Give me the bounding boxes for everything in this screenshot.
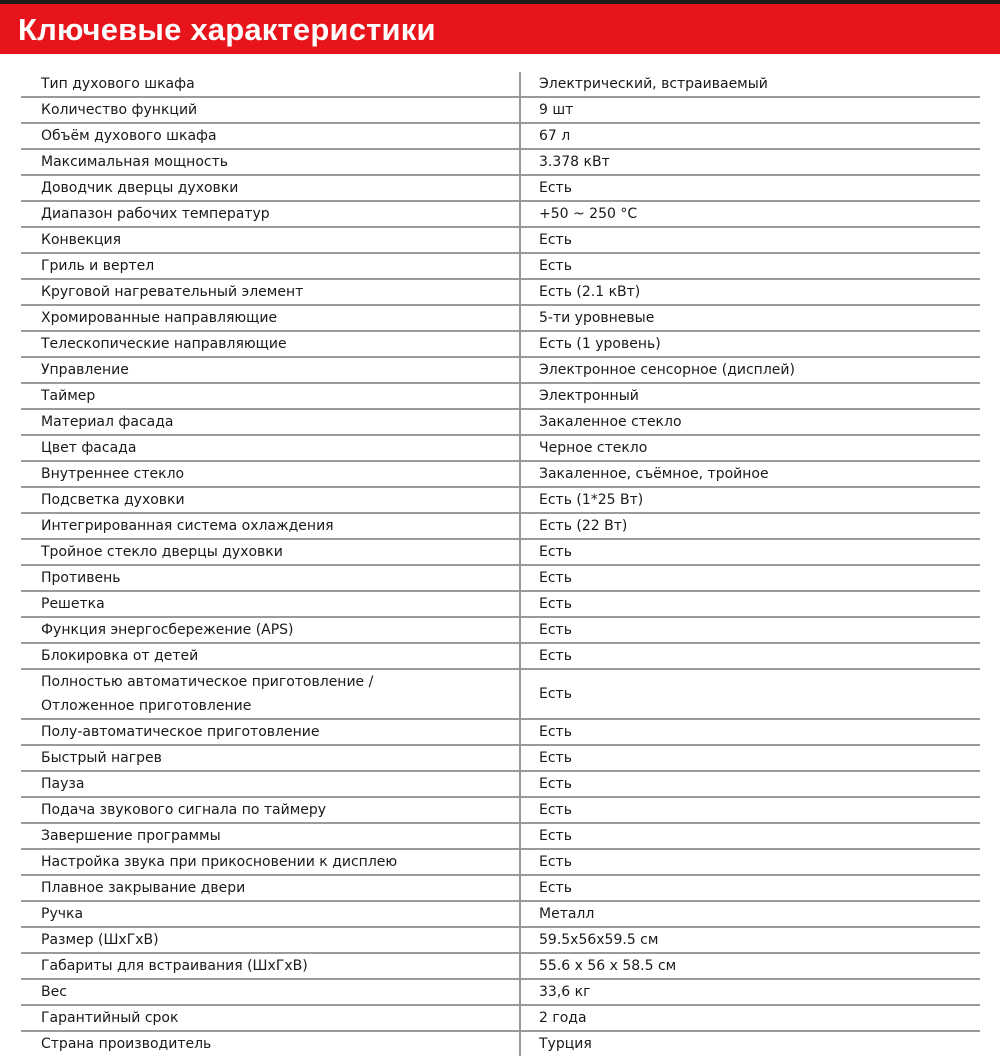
spec-label-cell	[21, 539, 520, 565]
spec-value: 5-ти уровневые	[520, 305, 980, 331]
spec-value: Есть	[520, 797, 980, 823]
spec-row	[21, 331, 980, 357]
spec-label-cell	[21, 771, 520, 797]
spec-label-cell	[21, 643, 520, 669]
spec-value: Есть	[520, 823, 980, 849]
spec-label: Тройное стекло дверцы духовки	[41, 544, 283, 560]
spec-row	[21, 797, 980, 823]
spec-value: Есть	[520, 719, 980, 745]
spec-label: Цвет фасада	[41, 440, 137, 456]
spec-label-cell	[21, 331, 520, 357]
spec-label-cell	[21, 175, 520, 201]
spec-value: Есть	[520, 875, 980, 901]
spec-label: Решетка	[41, 596, 105, 612]
spec-row	[21, 305, 980, 331]
spec-row	[21, 719, 980, 745]
spec-value: 55.6 x 56 x 58.5 см	[520, 953, 980, 979]
spec-label: Функция энергосбережение (APS)	[41, 622, 294, 638]
spec-label-cell	[21, 357, 520, 383]
spec-label-cell	[21, 435, 520, 461]
page-title: Ключевые характеристики	[18, 12, 436, 47]
spec-label-cell	[21, 383, 520, 409]
spec-label-cell	[21, 719, 520, 745]
spec-label-cell	[21, 279, 520, 305]
spec-row	[21, 409, 980, 435]
spec-label: Объём духового шкафа	[41, 128, 217, 144]
spec-label: Тип духового шкафа	[41, 76, 195, 92]
spec-label-cell	[21, 797, 520, 823]
spec-value: Есть	[520, 669, 980, 719]
spec-row	[21, 875, 980, 901]
spec-label: Пауза	[41, 776, 85, 792]
spec-label-cell	[21, 849, 520, 875]
spec-row	[21, 357, 980, 383]
spec-label: Максимальная мощность	[41, 154, 228, 170]
spec-label: Управление	[41, 362, 129, 378]
spec-row	[21, 823, 980, 849]
spec-label: Полу-автоматическое приготовление	[41, 724, 320, 740]
spec-row	[21, 279, 980, 305]
spec-label-cell	[21, 591, 520, 617]
spec-label-cell	[21, 565, 520, 591]
spec-value: Есть (1 уровень)	[520, 331, 980, 357]
spec-label-cell	[21, 745, 520, 771]
spec-row	[21, 771, 980, 797]
spec-label: Плавное закрывание двери	[41, 880, 246, 896]
spec-row	[21, 849, 980, 875]
spec-row	[21, 72, 980, 97]
spec-label: Полностью автоматическое приготовление /	[41, 674, 374, 690]
spec-value: +50 ~ 250 °C	[520, 201, 980, 227]
spec-row	[21, 539, 980, 565]
specs-table	[21, 72, 980, 1056]
spec-label-cell	[21, 72, 520, 97]
spec-row	[21, 953, 980, 979]
spec-row	[21, 487, 980, 513]
spec-label: Интегрированная система охлаждения	[41, 518, 334, 534]
spec-value: 2 года	[520, 1005, 980, 1031]
spec-value: 9 шт	[520, 97, 980, 123]
spec-label: Вес	[41, 984, 67, 1000]
spec-label: Размер (ШхГхВ)	[41, 932, 159, 948]
spec-row	[21, 123, 980, 149]
spec-label: Количество функций	[41, 102, 198, 118]
spec-value: Есть	[520, 643, 980, 669]
spec-label-cell	[21, 1005, 520, 1031]
spec-row	[21, 643, 980, 669]
spec-row	[21, 227, 980, 253]
spec-value: Есть	[520, 617, 980, 643]
spec-label-cell	[21, 823, 520, 849]
section-header	[0, 4, 1000, 54]
spec-label-cell	[21, 461, 520, 487]
spec-label: Гарантийный срок	[41, 1010, 179, 1026]
spec-value: Есть	[520, 745, 980, 771]
spec-label: Габариты для встраивания (ШхГхВ)	[41, 958, 308, 974]
spec-row	[21, 1005, 980, 1031]
spec-value: Есть	[520, 565, 980, 591]
spec-value: Черное стекло	[520, 435, 980, 461]
spec-label: Хромированные направляющие	[41, 310, 278, 326]
spec-row	[21, 461, 980, 487]
spec-row	[21, 1031, 980, 1056]
spec-label: Подача звукового сигнала по таймеру	[41, 802, 327, 818]
spec-label: Противень	[41, 570, 121, 586]
spec-label-cell	[21, 305, 520, 331]
spec-label: Диапазон рабочих температур	[41, 206, 270, 222]
spec-row	[21, 927, 980, 953]
spec-label-cell	[21, 927, 520, 953]
spec-row	[21, 435, 980, 461]
spec-label: Доводчик дверцы духовки	[41, 180, 239, 196]
specs-table-body	[21, 72, 980, 1056]
spec-row	[21, 149, 980, 175]
spec-label-cell	[21, 97, 520, 123]
spec-value: Есть (1*25 Вт)	[520, 487, 980, 513]
spec-label-cell	[21, 617, 520, 643]
spec-label-cell	[21, 513, 520, 539]
spec-label: Внутреннее стекло	[41, 466, 185, 482]
spec-value: Турция	[520, 1031, 980, 1056]
spec-value: Есть	[520, 771, 980, 797]
spec-row	[21, 175, 980, 201]
spec-label: Завершение программы	[41, 828, 221, 844]
spec-row	[21, 669, 980, 719]
spec-value: Есть	[520, 227, 980, 253]
spec-value: Есть	[520, 253, 980, 279]
spec-row	[21, 383, 980, 409]
spec-label-cell	[21, 149, 520, 175]
spec-label: Телескопические направляющие	[41, 336, 287, 352]
spec-row	[21, 513, 980, 539]
spec-label-cell	[21, 953, 520, 979]
spec-value: Электронный	[520, 383, 980, 409]
spec-value: Закаленное стекло	[520, 409, 980, 435]
spec-value: Есть	[520, 849, 980, 875]
spec-label-cell	[21, 669, 520, 719]
spec-label-cell	[21, 123, 520, 149]
spec-label-cell	[21, 409, 520, 435]
spec-value: 3.378 кВт	[520, 149, 980, 175]
spec-label-cell	[21, 901, 520, 927]
spec-value: Закаленное, съёмное, тройное	[520, 461, 980, 487]
spec-label-cell	[21, 253, 520, 279]
spec-label-cell	[21, 487, 520, 513]
spec-value: Электрический, встраиваемый	[520, 72, 980, 97]
spec-row	[21, 565, 980, 591]
spec-value: 33,6 кг	[520, 979, 980, 1005]
spec-label: Подсветка духовки	[41, 492, 185, 508]
spec-value: Металл	[520, 901, 980, 927]
spec-label: Ручка	[41, 906, 84, 922]
spec-row	[21, 617, 980, 643]
spec-row	[21, 745, 980, 771]
spec-row	[21, 591, 980, 617]
spec-value: Есть	[520, 175, 980, 201]
spec-label: Блокировка от детей	[41, 648, 199, 664]
spec-label-cell	[21, 979, 520, 1005]
spec-value: Есть (22 Вт)	[520, 513, 980, 539]
spec-label: Страна производитель	[41, 1036, 212, 1052]
spec-value: Электронное сенсорное (дисплей)	[520, 357, 980, 383]
spec-label: Гриль и вертел	[41, 258, 155, 274]
spec-label: Быстрый нагрев	[41, 750, 162, 766]
spec-value: Есть	[520, 539, 980, 565]
spec-row	[21, 253, 980, 279]
spec-label-cell	[21, 1031, 520, 1056]
spec-label-line2: Отложенное приготовление	[41, 698, 252, 714]
spec-label-cell	[21, 201, 520, 227]
spec-label: Круговой нагревательный элемент	[41, 284, 304, 300]
spec-row	[21, 201, 980, 227]
spec-label: Конвекция	[41, 232, 122, 248]
spec-label-cell	[21, 875, 520, 901]
spec-label: Таймер	[41, 388, 96, 404]
spec-value: 59.5x56x59.5 см	[520, 927, 980, 953]
spec-row	[21, 979, 980, 1005]
spec-value: Есть (2.1 кВт)	[520, 279, 980, 305]
spec-value: 67 л	[520, 123, 980, 149]
spec-row	[21, 901, 980, 927]
spec-label: Настройка звука при прикосновении к дисплею	[41, 854, 398, 870]
spec-label: Материал фасада	[41, 414, 174, 430]
spec-row	[21, 97, 980, 123]
spec-value: Есть	[520, 591, 980, 617]
spec-label-cell	[21, 227, 520, 253]
